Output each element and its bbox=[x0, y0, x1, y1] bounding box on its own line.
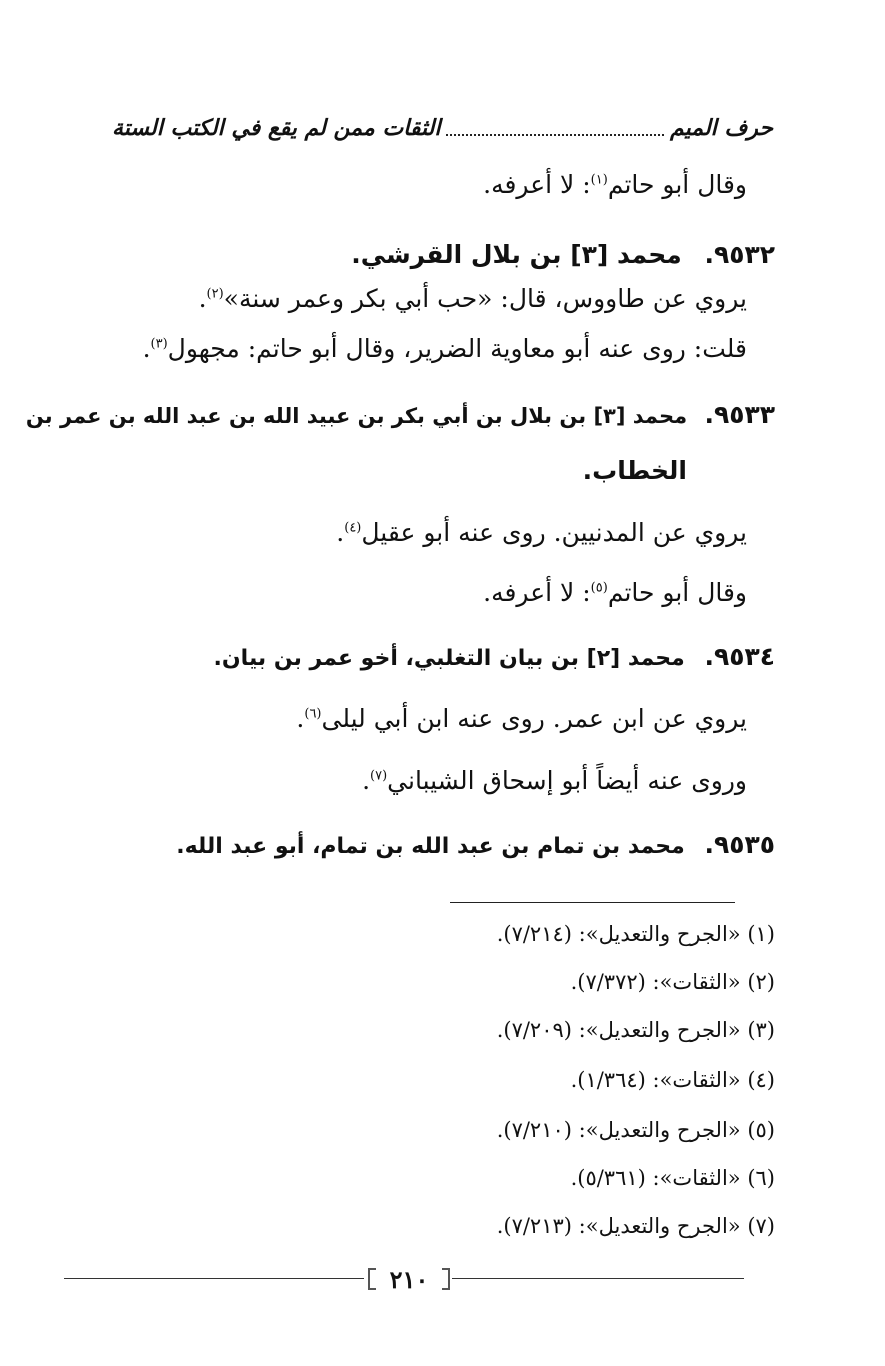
line-text: . bbox=[336, 518, 345, 547]
line-text: يروي عن المدنيين. روى عنه أبو عقيل bbox=[361, 518, 747, 547]
line-text: . bbox=[142, 334, 151, 363]
footer-rule bbox=[452, 1278, 744, 1279]
footnote-ref: (٥) bbox=[590, 580, 608, 596]
footnote-ref: (٦) bbox=[304, 706, 322, 722]
page-number-text: ٢١٠ bbox=[389, 1264, 429, 1294]
line-text: : لا أعرفه. bbox=[483, 170, 591, 199]
entry-title: محمد [٣] بن بلال القرشي. bbox=[351, 240, 682, 269]
entry-title: محمد بن تمام بن عبد الله بن تمام، أبو عبد الله. bbox=[176, 834, 685, 859]
footnote-ref: (٧) bbox=[370, 768, 388, 784]
line-text: يروي عن طاووس، قال: «حب أبي بكر وعمر سنة» bbox=[223, 284, 747, 313]
text-line bbox=[483, 170, 747, 199]
footnote-ref: (٣) bbox=[150, 336, 168, 352]
footnote-ref: (٢) bbox=[206, 286, 224, 302]
entry-number: ٩٥٣٣. bbox=[704, 400, 775, 429]
entry-number: ٩٥٣٥. bbox=[704, 830, 775, 859]
header-book-title: الثقات ممن لم يقع في الكتب الستة bbox=[112, 115, 441, 141]
footnote: (٦) «الثقات»: (٥/٣٦١). bbox=[570, 1166, 775, 1190]
line-text: . bbox=[198, 284, 207, 313]
line-text: وقال أبو حاتم bbox=[607, 578, 747, 607]
footnote: (٧) «الجرح والتعديل»: (٧/٢١٣). bbox=[496, 1214, 775, 1238]
header-dot-leader bbox=[446, 120, 664, 136]
line-text: . bbox=[362, 766, 371, 795]
line-text: يروي عن ابن عمر. روى عنه ابن أبي ليلى bbox=[321, 704, 747, 733]
line-text: : لا أعرفه. bbox=[483, 578, 591, 607]
line-text: . bbox=[296, 704, 305, 733]
footnote-separator bbox=[450, 902, 735, 903]
running-header bbox=[112, 110, 773, 146]
footnote-ref: (٤) bbox=[344, 520, 362, 536]
footnote: (٣) «الجرح والتعديل»: (٧/٢٠٩). bbox=[496, 1018, 775, 1042]
entry-title: محمد [٢] بن بيان التغلبي، أخو عمر بن بيان. bbox=[213, 646, 685, 671]
entry-title: محمد [٣] بن بلال بن أبي بكر بن عبيد الله بن عبد الله بن عمر بن bbox=[25, 404, 688, 428]
text-line bbox=[362, 766, 747, 795]
entry-heading bbox=[214, 642, 775, 671]
footnote: (٤) «الثقات»: (١/٣٦٤). bbox=[570, 1068, 775, 1092]
footer-rule bbox=[64, 1278, 364, 1279]
entry-heading bbox=[26, 400, 775, 429]
entry-heading-continued bbox=[583, 456, 687, 485]
text-line bbox=[296, 704, 747, 733]
footnote: (٢) «الثقات»: (٧/٣٧٢). bbox=[570, 970, 775, 994]
line-text: قلت: روى عنه أبو معاوية الضرير، وقال أبو حاتم: مجهول bbox=[167, 334, 747, 363]
text-line bbox=[143, 334, 747, 363]
page-number bbox=[368, 1262, 450, 1296]
entry-heading bbox=[351, 240, 775, 269]
footnote: (١) «الجرح والتعديل»: (٧/٢١٤). bbox=[496, 922, 775, 946]
text-line bbox=[483, 578, 747, 607]
footnote: (٥) «الجرح والتعديل»: (٧/٢١٠). bbox=[496, 1118, 775, 1142]
header-chapter: حرف الميم bbox=[669, 115, 773, 141]
entry-number: ٩٥٣٤. bbox=[704, 642, 775, 671]
line-text: وقال أبو حاتم bbox=[607, 170, 747, 199]
text-line bbox=[336, 518, 747, 547]
footnote-ref: (١) bbox=[590, 172, 608, 188]
text-line bbox=[199, 284, 747, 313]
entry-number: ٩٥٣٢. bbox=[704, 240, 775, 269]
line-text: وروى عنه أيضاً أبو إسحاق الشيباني bbox=[387, 766, 747, 795]
entry-title: الخطاب. bbox=[582, 456, 687, 485]
entry-heading bbox=[176, 830, 775, 859]
